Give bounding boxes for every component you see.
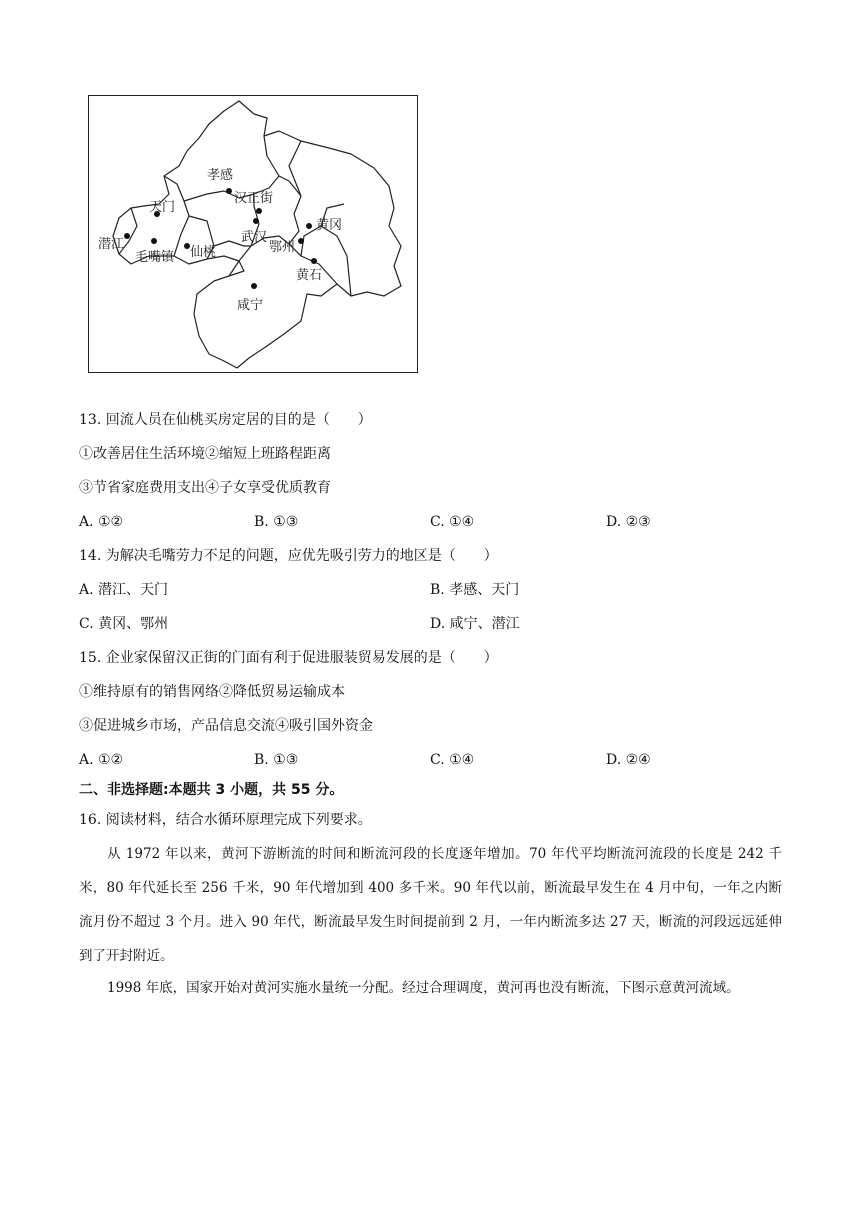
q15-stem: 15. 企业家保留汉正街的门面有利于促进服装贸易发展的是（ ）	[79, 650, 498, 666]
q15-option-a[interactable]: A. ①②	[79, 752, 124, 768]
label-tianmen: 天门	[149, 200, 176, 215]
q14-option-c[interactable]: C. 黄冈、鄂州	[79, 616, 169, 632]
q13-option-d[interactable]: D. ②③	[606, 514, 651, 530]
label-qianjiang: 潜江	[98, 237, 125, 252]
q15-line1: ①维持原有的销售网络②降低贸易运输成本	[79, 684, 345, 700]
q14-option-d[interactable]: D. 咸宁、潜江	[430, 616, 520, 632]
q13-line1: ①改善居住生活环境②缩短上班路程距离	[79, 446, 331, 462]
q15-line2: ③促进城乡市场，产品信息交流④吸引国外资金	[79, 718, 373, 734]
label-xianning: 咸宁	[237, 298, 264, 313]
label-xiaogan: 孝感	[207, 168, 234, 183]
label-huanggang: 黄冈	[316, 218, 343, 233]
q13-stem: 13. 回流人员在仙桃买房定居的目的是（ ）	[79, 412, 372, 428]
q13-option-a[interactable]: A. ①②	[79, 514, 124, 530]
label-huangshi: 黄石	[296, 268, 323, 283]
q15-option-d[interactable]: D. ②④	[606, 752, 651, 768]
label-hanzhengjie: 汉正街	[234, 191, 274, 206]
q15-option-c[interactable]: C. ①④	[430, 752, 475, 768]
map-figure	[88, 95, 418, 373]
label-xiantao: 仙桃	[190, 245, 217, 260]
q13-option-b[interactable]: B. ①③	[254, 514, 299, 530]
q16-paragraph-2: 1998 年底，国家开始对黄河实施水量统一分配。经过合理调度，黄河再也没有断流，下图示意黄河流域。	[107, 980, 740, 996]
q15-option-b[interactable]: B. ①③	[254, 752, 299, 768]
region-map	[89, 96, 417, 372]
q14-option-a[interactable]: A. 潜江、天门	[79, 582, 169, 598]
label-ezhou: 鄂州	[269, 240, 296, 255]
section-heading: 二、非选择题:本题共 3 小题，共 55 分。	[79, 782, 344, 798]
label-wuhan: 武汉	[241, 230, 268, 245]
q14-stem: 14. 为解决毛嘴劳力不足的问题，应优先吸引劳力的地区是（ ）	[79, 548, 498, 564]
q13-line2: ③节省家庭费用支出④子女享受优质教育	[79, 480, 331, 496]
q13-option-c[interactable]: C. ①④	[430, 514, 475, 530]
q16-paragraph-1: 从 1972 年以来，黄河下游断流的时间和断流河段的长度逐年增加。70 年代平均断流河流段的长度是 242 千米，80 年代延长至 256 千米，90 年代增加到 400 多千米。90 年代以前，断流最早发生在 4 月中旬，一年之内断流月份不超过 3 个月。进入 90 年代，断流最早发生时间提前到 2 月，一年内断流多达 27 天，断流的河段远远延伸到了开封附近。	[79, 846, 782, 964]
q14-option-b[interactable]: B. 孝感、天门	[430, 582, 520, 598]
q16-stem: 16. 阅读材料，结合水循环原理完成下列要求。	[79, 812, 372, 828]
label-maozuizhen: 毛嘴镇	[135, 250, 175, 265]
